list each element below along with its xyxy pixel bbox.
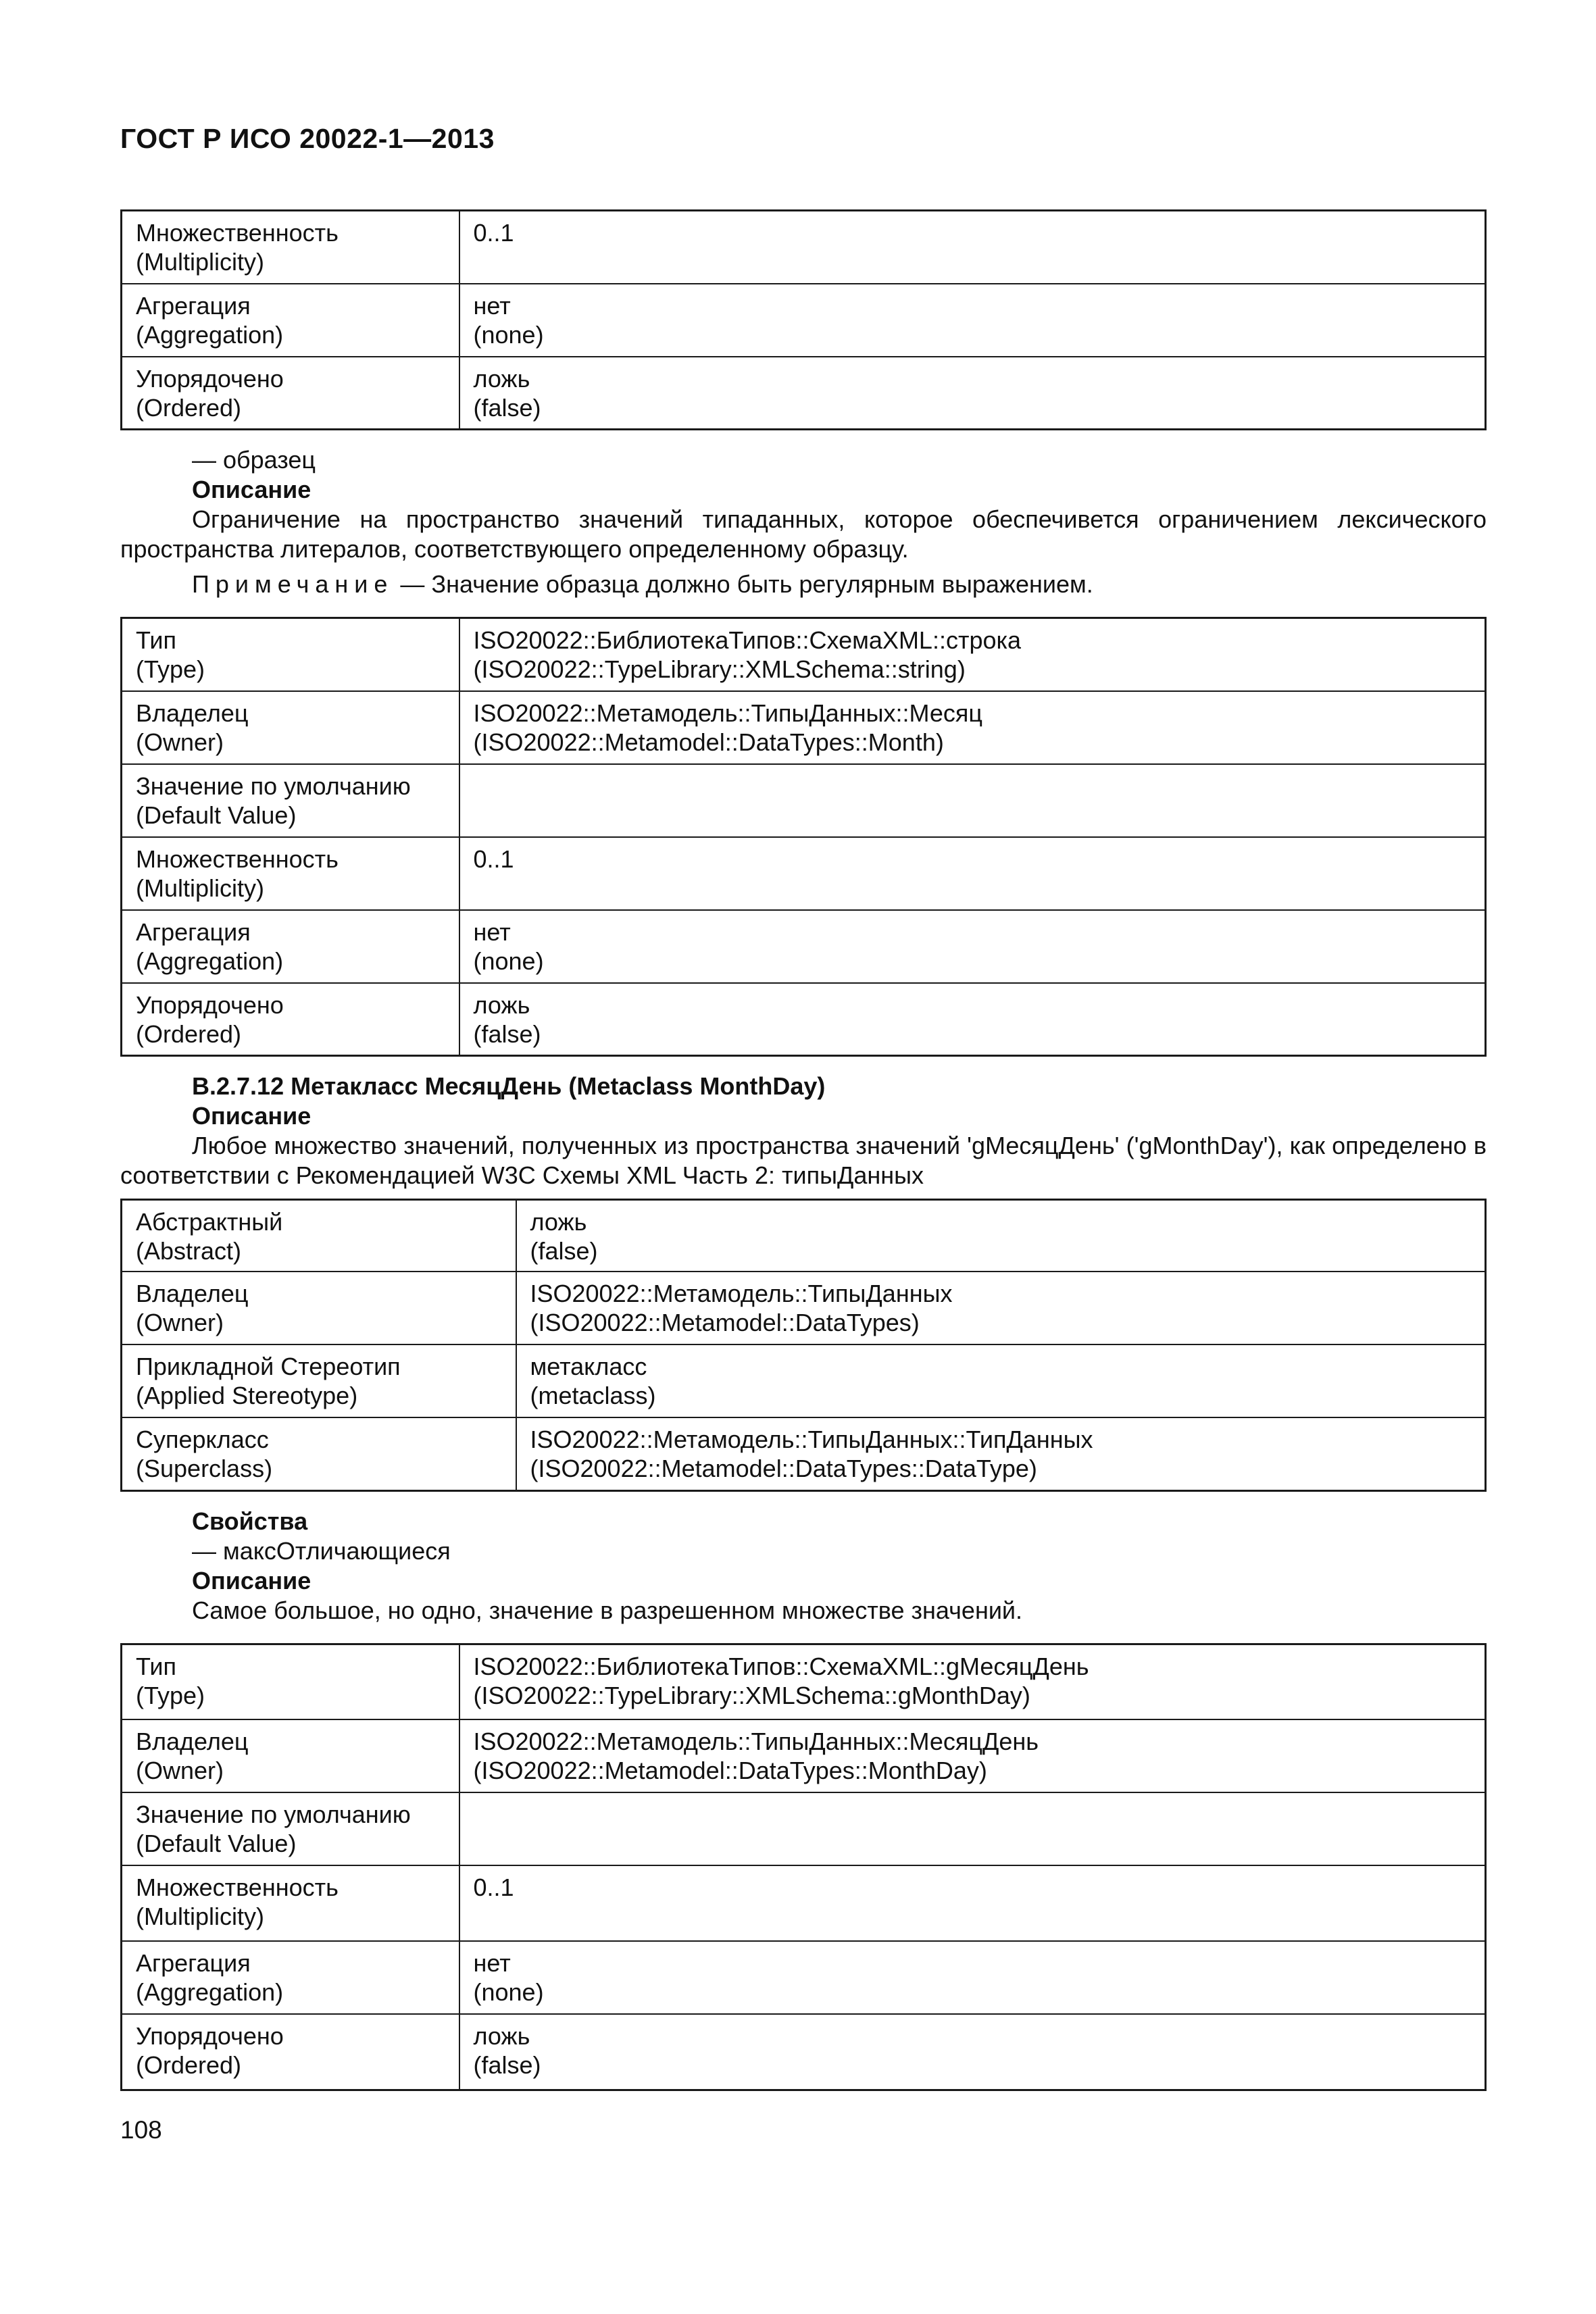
table-row: [122, 2014, 1486, 2090]
property-value-cell: ISO20022::Метамодель::ТипыДанных::Месяц (ISO20022::Metamodel::DataTypes::Month): [459, 691, 1486, 764]
property-value-cell: ISO20022::Метамодель::ТипыДанных::ТипДанных (ISO20022::Metamodel::DataTypes::DataType): [516, 1417, 1486, 1490]
property-name-cell: Упорядочено (Ordered): [122, 983, 459, 1056]
table-row: [122, 764, 1486, 837]
table-row: [122, 284, 1486, 357]
properties-table-4: [120, 1643, 1487, 2091]
property-name-cell: Упорядочено (Ordered): [122, 357, 459, 430]
property-name-cell: Множественность (Multiplicity): [122, 211, 459, 284]
property-value-cell: ISO20022::БиблиотекаТипов::СхемаXML::строка (ISO20022::TypeLibrary::XMLSchema::string): [459, 618, 1486, 691]
property-name-cell: Упорядочено (Ordered): [122, 2014, 459, 2090]
description-heading: Описание: [192, 476, 311, 503]
property-value-cell: метакласс (metaclass): [516, 1344, 1486, 1417]
property-value-cell: [459, 1792, 1486, 1865]
property-value-cell: ложь (false): [459, 357, 1486, 430]
table-row: [122, 1941, 1486, 2014]
property-value-cell: нет (none): [459, 910, 1486, 983]
property-value-cell: нет (none): [459, 1941, 1486, 2014]
property-value-cell: нет (none): [459, 284, 1486, 357]
property-name-cell: Владелец (Owner): [122, 1272, 516, 1344]
table-row: [122, 1719, 1486, 1792]
section-heading: B.2.7.12 Метакласс МесяцДень (Metaclass MonthDay): [192, 1072, 826, 1100]
property-value-cell: 0..1: [459, 837, 1486, 910]
table-row: [122, 618, 1486, 691]
property-value-cell: ISO20022::Метамодель::ТипыДанных (ISO20022::Metamodel::DataTypes): [516, 1272, 1486, 1344]
property-value-cell: [459, 764, 1486, 837]
properties-table-1: [120, 209, 1487, 430]
properties-table-2: [120, 617, 1487, 1057]
table-row: [122, 1865, 1486, 1941]
property-name-cell: Агрегация (Aggregation): [122, 1941, 459, 2014]
property-name-cell: Значение по умолчанию (Default Value): [122, 764, 459, 837]
page-header: ГОСТ Р ИСО 20022-1—2013: [120, 123, 495, 154]
description-text: Ограничение на пространство значений типаданных, которое обеспечивется ограничением лексического пространства литералов, соответствующего определенному образцу.: [120, 505, 1487, 563]
table-row: [122, 837, 1486, 910]
property-name-cell: Агрегация (Aggregation): [122, 910, 459, 983]
property-name-cell: Тип (Type): [122, 618, 459, 691]
description-text: Любое множество значений, полученных из пространства значений 'gМесяцДень' ('gMonthDay'), как определено в соответствии с Рекомендацией W3C Схемы XML Часть 2: типыДанных: [120, 1132, 1487, 1189]
property-name-cell: Значение по умолчанию (Default Value): [122, 1792, 459, 1865]
note-text: — Значение образца должно быть регулярным выражением.: [393, 570, 1093, 598]
property-name-cell: Множественность (Multiplicity): [122, 1865, 459, 1941]
property-name-cell: Множественность (Multiplicity): [122, 837, 459, 910]
property-name-cell: Владелец (Owner): [122, 691, 459, 764]
property-value-cell: ISO20022::БиблиотекаТипов::СхемаXML::gМесяцДень (ISO20022::TypeLibrary::XMLSchema::gMonthDay): [459, 1644, 1486, 1719]
property-value-cell: ложь (false): [459, 2014, 1486, 2090]
table-row: [122, 910, 1486, 983]
description-heading: Описание: [192, 1566, 311, 1594]
property-name-cell: Абстрактный (Abstract): [122, 1200, 516, 1272]
document-body: [120, 209, 1487, 2091]
description-heading: Описание: [192, 1102, 311, 1130]
property-value-cell: 0..1: [459, 211, 1486, 284]
properties-heading: Свойства: [192, 1507, 308, 1535]
property-name-cell: Прикладной Стереотип (Applied Stereotype): [122, 1344, 516, 1417]
property-value-cell: 0..1: [459, 1865, 1486, 1941]
table-row: [122, 1272, 1486, 1344]
property-name-cell: Суперкласс (Superclass): [122, 1417, 516, 1490]
table-row: [122, 1200, 1486, 1272]
page-number: 108: [120, 2116, 162, 2144]
note-label: Примечание: [192, 570, 394, 598]
property-item: — максОтличающиеся: [192, 1536, 451, 1565]
table-row: [122, 1792, 1486, 1865]
metaclass-table: [120, 1199, 1487, 1492]
table-row: [122, 1417, 1486, 1490]
note: [120, 570, 1487, 599]
property-name-cell: Владелец (Owner): [122, 1719, 459, 1792]
description-text: Самое большое, но одно, значение в разрешенном множестве значений.: [192, 1596, 1023, 1624]
property-item: — образец: [192, 446, 316, 474]
property-value-cell: ложь (false): [516, 1200, 1486, 1272]
table-row: [122, 211, 1486, 284]
property-name-cell: Тип (Type): [122, 1644, 459, 1719]
property-value-cell: ISO20022::Метамодель::ТипыДанных::МесяцДень (ISO20022::Metamodel::DataTypes::MonthDay): [459, 1719, 1486, 1792]
property-name-cell: Агрегация (Aggregation): [122, 284, 459, 357]
table-row: [122, 1344, 1486, 1417]
table-row: [122, 357, 1486, 430]
table-row: [122, 691, 1486, 764]
table-row: [122, 983, 1486, 1056]
table-row: [122, 1644, 1486, 1719]
property-value-cell: ложь (false): [459, 983, 1486, 1056]
